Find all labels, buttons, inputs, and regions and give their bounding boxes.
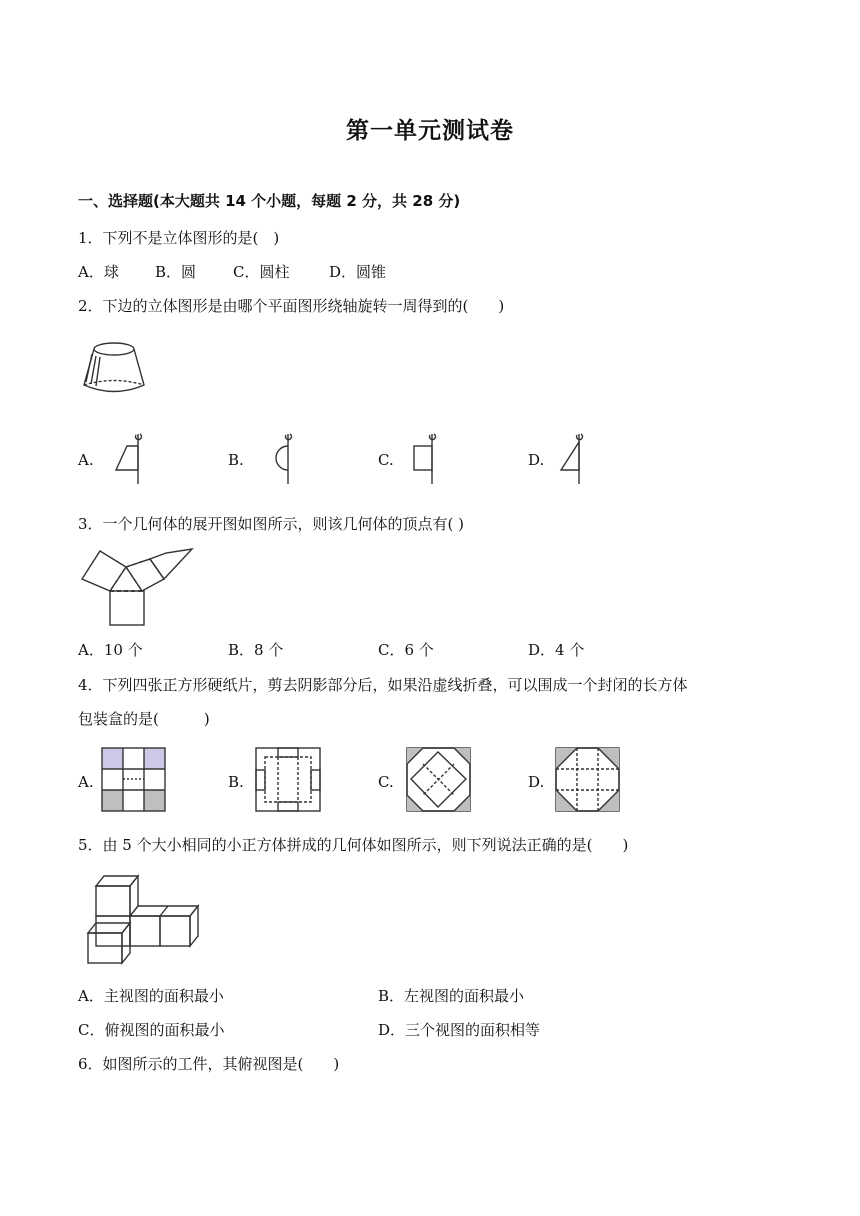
q4-figure-d	[556, 748, 620, 812]
q5-option-a: A．主视图的面积最小	[78, 987, 224, 1005]
q3-option-d: D．4 个	[528, 641, 585, 659]
q5-option-d: D．三个视图的面积相等	[378, 1021, 541, 1039]
q2-option-b: B.	[228, 451, 244, 469]
q1-option-b: B．圆	[155, 263, 197, 281]
q4-figure-a	[102, 748, 166, 812]
q2-option-c: C.	[378, 451, 394, 469]
q5-option-c: C．俯视图的面积最小	[78, 1021, 225, 1039]
q3-option-b: B．8 个	[228, 641, 284, 659]
page-title: 第一单元测试卷	[346, 118, 514, 144]
q2-stem: 2．下边的立体图形是由哪个平面图形绕轴旋转一周得到的( )	[78, 297, 505, 315]
q2-figure-b	[262, 428, 302, 488]
q5-option-b: B．左视图的面积最小	[378, 987, 525, 1005]
q1-option-d: D．圆锥	[329, 263, 387, 281]
frustum-figure	[80, 340, 150, 400]
q1-stem: 1．下列不是立体图形的是( )	[78, 229, 280, 247]
q4-option-d: D.	[528, 773, 545, 791]
q1-option-a: A．球	[78, 263, 119, 281]
q2-option-a: A.	[78, 451, 94, 469]
q2-figure-c	[408, 428, 448, 488]
q2-figure-a	[110, 428, 150, 488]
q2-figure-d	[555, 428, 595, 488]
q4-figure-b	[256, 748, 322, 812]
q1-option-c: C．圆柱	[233, 263, 290, 281]
q4-option-a: A.	[78, 773, 94, 791]
q3-option-c: C．6 个	[378, 641, 434, 659]
q2-option-d: D.	[528, 451, 545, 469]
section-heading: 一、选择题(本大题共 14 个小题，每题 2 分，共 28 分)	[78, 192, 461, 210]
q3-option-a: A．10 个	[78, 641, 143, 659]
q4-stem-line2: 包装盒的是( )	[78, 710, 210, 728]
q4-figure-c	[407, 748, 471, 812]
q4-option-c: C.	[378, 773, 394, 791]
q4-stem-line1: 4．下列四张正方形硬纸片，剪去阴影部分后，如果沿虚线折叠，可以围成一个封闭的长方体	[78, 676, 688, 694]
q3-stem: 3．一个几何体的展开图如图所示，则该几何体的顶点有( )	[78, 515, 465, 533]
q5-stem: 5．由 5 个大小相同的小正方体拼成的几何体如图所示，则下列说法正确的是( )	[78, 836, 629, 854]
q6-stem: 6．如图所示的工件，其俯视图是( )	[78, 1055, 340, 1073]
q4-option-b: B.	[228, 773, 244, 791]
cubes-figure	[86, 866, 206, 968]
